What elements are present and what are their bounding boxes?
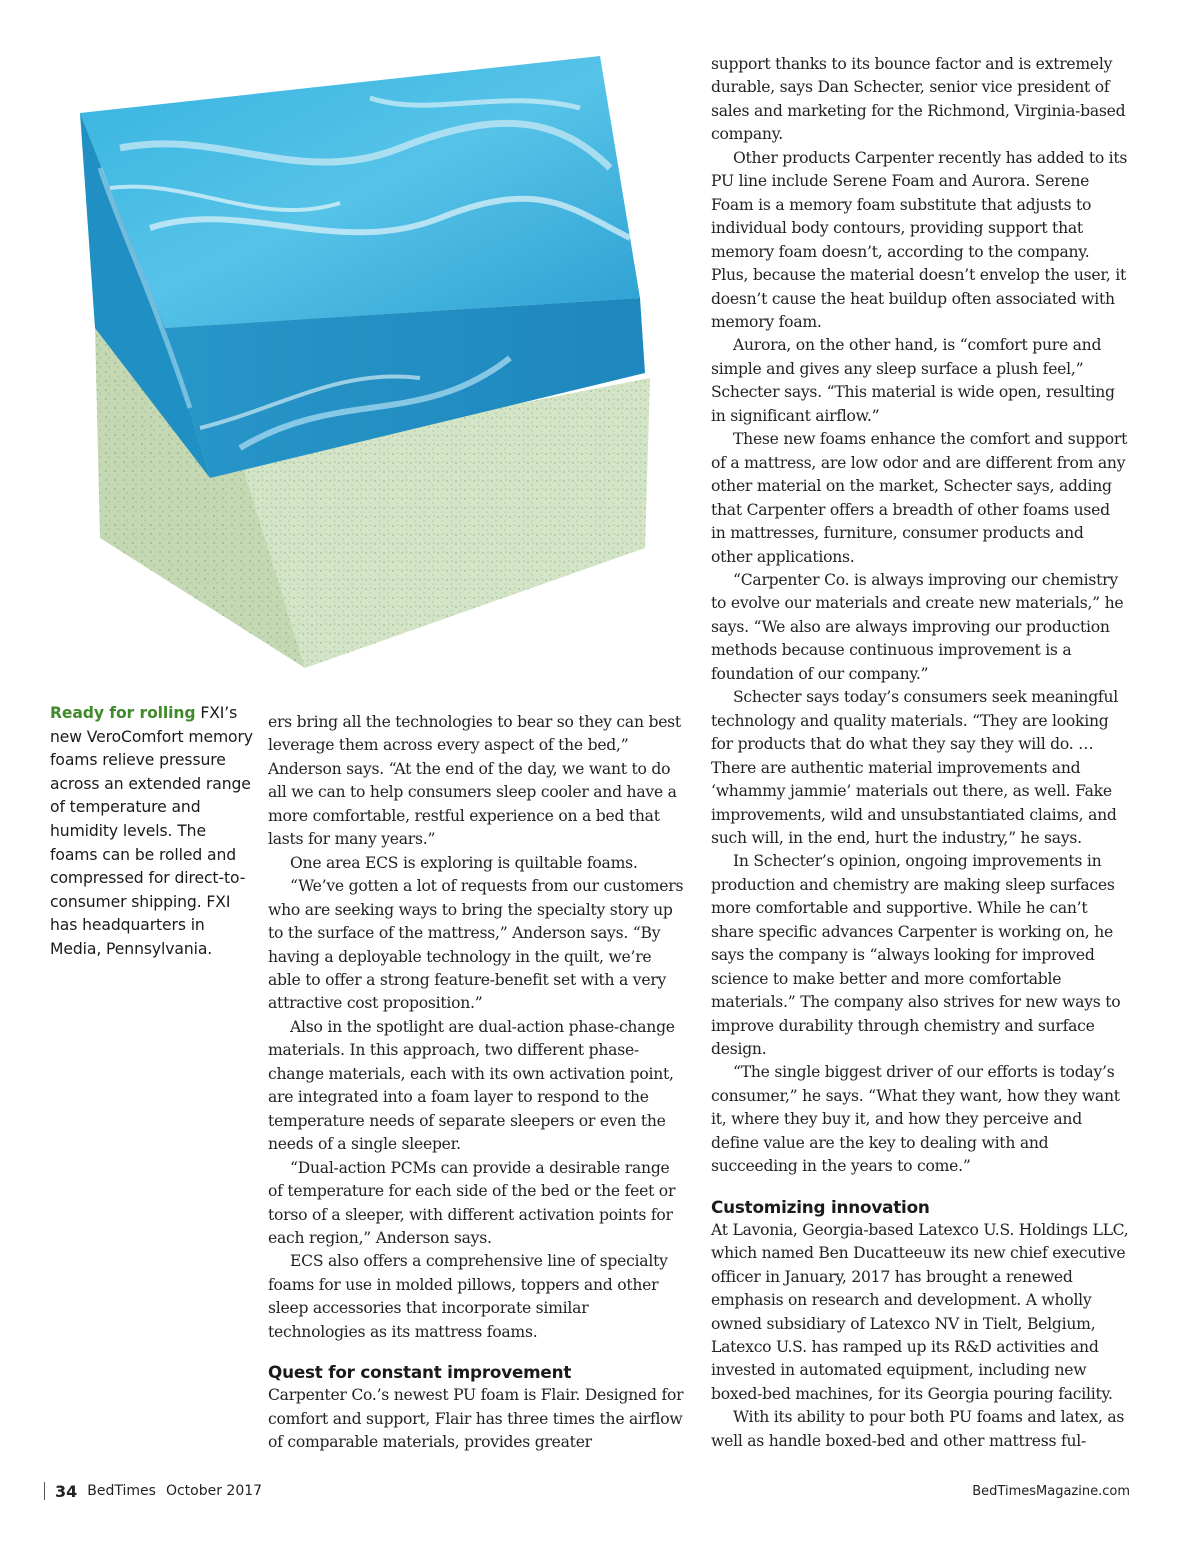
paragraph: “The single biggest driver of our efforts is today’s consumer,” he says. “What they want, how they want it, where they buy it, and how they perceive and define value are the key to dealing with and succeeding in the years to come.”	[711, 1063, 1120, 1176]
issue-date: October 2017	[165, 1483, 263, 1499]
paragraph: “Carpenter Co. is always improving our chemistry to evolve our materials and create new materials,” he says. “We also are always improving our production methods because continuous improvement is a foundation of our company.”	[711, 570, 1124, 683]
paragraph: ers bring all the technologies to bear so they can best leverage them across every aspect of the bed,” Anderson says. “At the end of the day, we want to do all we can to help consumers sleep cooler and have a more comfortable, restful experience on a bed that lasts for many years.”	[268, 713, 681, 849]
paragraph: ECS also offers a comprehensive line of specialty foams for use in molded pillows, toppers and other sleep accessories that incorporate similar technologies as its mattress foams.	[268, 1252, 668, 1341]
paragraph: Other products Carpenter recently has added to its PU line include Serene Foam and Aurora. Serene Foam is a memory foam substitute that adjusts to individual body contours, providing support that memory foam doesn’t, according to the company. Plus, because the material doesn’t envelop the user, it doesn’t cause the heat buildup often associated with memory foam.	[711, 148, 1128, 331]
caption-kicker: Ready for rolling	[50, 704, 196, 722]
website-link[interactable]: BedTimesMagazine.com	[972, 1483, 1130, 1499]
paragraph: “We’ve gotten a lot of requests from our customers who are seeking ways to bring the specialty story up to the surface of the mattress,” Anderson says. “By having a deployable technology in the quilt, we’re able to offer a strong feature-benefit set with a very attractive cost proposition.”	[268, 877, 684, 1013]
foam-blocks-photo	[40, 28, 680, 678]
paragraph: “Dual-action PCMs can provide a desirable range of temperature for each side of the bed or the feet or torso of a sleeper, with different activation points for each region,” Anderson says.	[268, 1158, 676, 1247]
paragraph: At Lavonia, Georgia-based Latexco U.S. Holdings LLC, which named Ben Ducatteeuw its new chief executive officer in January, 2017 has brought a renewed emphasis on research and development. A wholly owned subsidiary of Latexco NV in Tielt, Belgium, Latexco U.S. has ramped up its R&D activities and invested in automated equipment, including new boxed-bed machines, for its Georgia pouring facility.	[711, 1220, 1129, 1403]
paragraph: Aurora, on the other hand, is “comfort pure and simple and gives any sleep surface a plush feel,” Schecter says. “This material is wide open, resulting in significant airflow.”	[711, 336, 1115, 425]
folio-rule	[44, 1482, 45, 1500]
footer-folio	[44, 1480, 262, 1502]
right-column	[711, 53, 1129, 1453]
footer-website	[972, 1480, 1130, 1502]
paragraph: With its ability to pour both PU foams and latex, as well as handle boxed-bed and other mattress ful-	[711, 1408, 1125, 1450]
section-heading: Quest for constant improvement	[268, 1362, 572, 1383]
publication-name: BedTimes	[87, 1483, 156, 1499]
paragraph: These new foams enhance the comfort and support of a mattress, are low odor and are different from any other material on the market, Schecter says, adding that Carpenter offers a breadth of other foams used in mattresses, furniture, consumer products and other applications.	[711, 430, 1128, 566]
photo-caption	[50, 702, 255, 962]
page-number: 34	[55, 1481, 78, 1501]
paragraph: Schecter says today’s consumers seek meaningful technology and quality materials. “They are looking for products that do what they say they will do. … There are authentic material improvements and ‘whammy jammie’ materials out there, as well. Fake improvements, wild and unsubstantiated claims, and such will, in the end, hurt the industry,” he says.	[711, 688, 1118, 847]
paragraph: support thanks to its bounce factor and is extremely durable, says Dan Schecter, senior vice president of sales and marketing for the Richmond, Virginia-based company.	[711, 55, 1126, 144]
paragraph: Also in the spotlight are dual-action phase-change materials. In this approach, two different phase-change materials, each with its own activation point, are integrated into a foam layer to respond to the temperature needs of separate sleepers or even the needs of a single sleeper.	[268, 1017, 675, 1154]
paragraph: One area ECS is exploring is quiltable foams.	[290, 853, 638, 872]
paragraph: Carpenter Co.’s newest PU foam is Flair. Designed for comfort and support, Flair has three times the airflow of comparable materials, provides greater	[268, 1386, 684, 1452]
paragraph: In Schecter’s opinion, ongoing improvements in production and chemistry are making sleep surfaces more comfortable and supportive. While he can’t share specific advances Carpenter is working on, he says the company is “always looking for improved science to make better and more comfortable materials.” The company also strives for new ways to improve durability through chemistry and surface design.	[711, 852, 1121, 1059]
caption-text: FXI’s new VeroComfort memory foams relieve pressure across an extended range of temperature and humidity levels. The foams can be rolled and compressed for direct-to-consumer shipping. FXI has headquarters in Media, Pennsylvania.	[50, 704, 253, 958]
middle-column	[268, 711, 686, 1455]
section-heading: Customizing innovation	[711, 1196, 930, 1217]
